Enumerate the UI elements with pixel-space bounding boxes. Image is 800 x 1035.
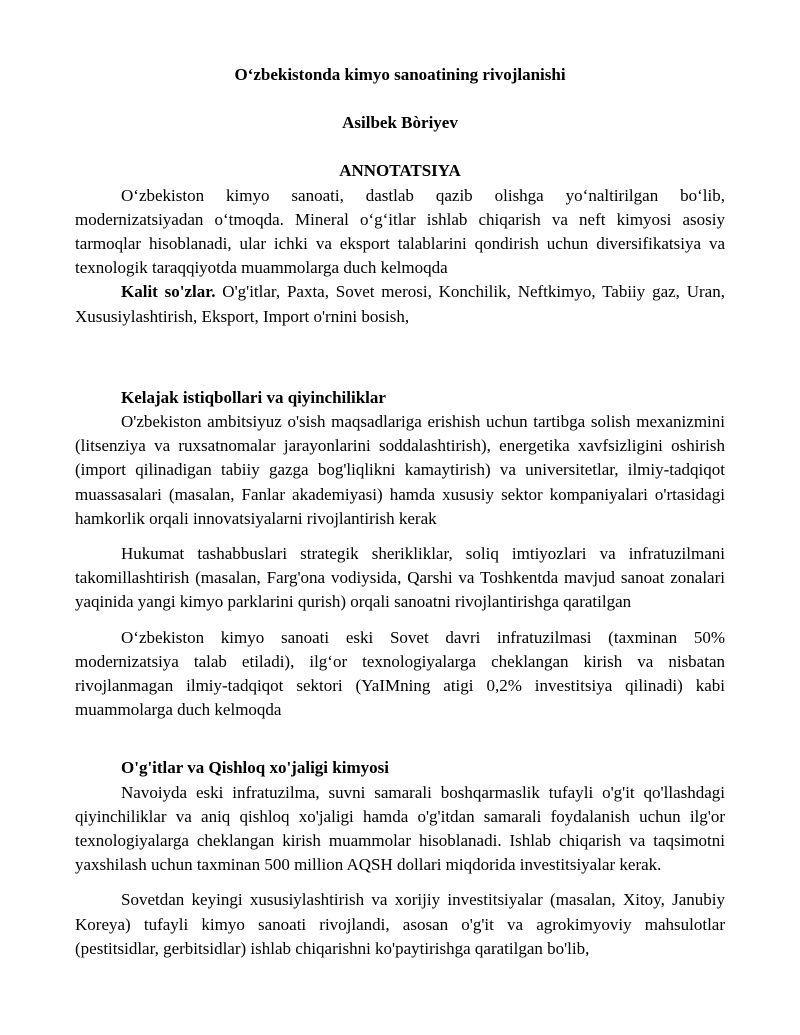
section2-paragraph: Sovetdan keyingi xususiylashtirish va xorijiy investitsiyalar (masalan, Xitoy, Janubiy Koreya) tufayli kimyo sanoati rivojlandi, asosan o'g'it va agrokimyoviy mahsulotlar (pestitsidlar, gerbitsidlar) ishlab chiqarishni ko'paytirishga qaratilgan bo'lib,: [75, 890, 725, 958]
section2-paragraph: Navoiyda eski infratuzilma, suvni samarali boshqarmaslik tufayli o'g'it qo'llashdagi qiyinchiliklar va aniq qishloq xo'jaligi hamda o'g'itdan samarali foydalanish uchun ilg'or texnologiyalarga cheklangan kirish muammolar hisoblanadi. Ishlab chiqarish va taqsimotni yaxshilash uchun taxminan 500 million AQSH dollari miqdorida investitsiyalar kerak.: [75, 782, 725, 875]
section-heading-prospects: Kelajak istiqbollari va qiyinchiliklar: [121, 387, 386, 407]
section1-paragraph: Hukumat tashabbuslari strategik sherikliklar, soliq imtiyozlari va infratuzilmani takomillashtirish (masalan, Farg'ona vodiysida, Qarshi va Toshkentda mavjud sanoat zonalari yaqinida yangi kimyo parklarini qurish) orqali sanoatni rivojlantirishga qaratilgan: [75, 544, 725, 612]
annotation-text: O‘zbekiston kimyo sanoati, dastlab qazib olishga yo‘naltirilgan bo‘lib, modernizatsiyadan o‘tmoqda. Mineral o‘g‘itlar ishlab chiqarish va neft kimyosi asosiy tarmoqlar hisoblanadi, ular ichki va eksport talablarini qondirish uchun diversifikatsiya va texnologik taraqqiyotda muammolarga duch kelmoqda: [75, 185, 725, 278]
keywords-label: Kalit so'zlar.: [121, 282, 216, 302]
keywords-paragraph: [75, 280, 725, 328]
annotation-heading: ANNOTATSIYA: [339, 161, 461, 181]
section1-paragraph: O‘zbekiston kimyo sanoati eski Sovet davri infratuzilmasi (taxminan 50% modernizatsiya talab etiladi), ilg‘or texnologiyalarga cheklangan kirish va nisbatan rivojlanmagan ilmiy-tadqiqot sektori (YaIMning atigi 0,2% investitsiya qilinadi) kabi muammolarga duch kelmoqda: [75, 627, 725, 720]
section1-paragraph: O'zbekiston ambitsiyuz o'sish maqsadlariga erishish uchun tartibga solish mexanizmini (litsenziya va ruxsatnomalar jarayonlarini soddalashtirish), energetika xavfsizligini oshirish (import qilinadigan tabiiy gazga bog'liqlikni kamaytirish) va universitetlar, ilmiy-tadqiqot muassasalari (masalan, Fanlar akademiyasi) hamda xususiy sektor kompaniyalari o'rtasidagi hamkorlik orqali innovatsiyalarni rivojlantirish kerak: [75, 412, 725, 528]
section-heading-fertilizers: O'g'itlar va Qishloq xo'jaligi kimyosi: [121, 758, 389, 778]
document-title: O‘zbekistonda kimyo sanoatining rivojlanishi: [234, 65, 566, 84]
author-name: Asilbek Bòriyev: [342, 113, 458, 133]
keywords-text: O'g'itlar, Paxta, Sovet merosi, Konchilik, Neftkimyo, Tabiiy gaz, Uran, Xususiylashtirish, Eksport, Import o'rnini bosish,: [75, 282, 725, 326]
